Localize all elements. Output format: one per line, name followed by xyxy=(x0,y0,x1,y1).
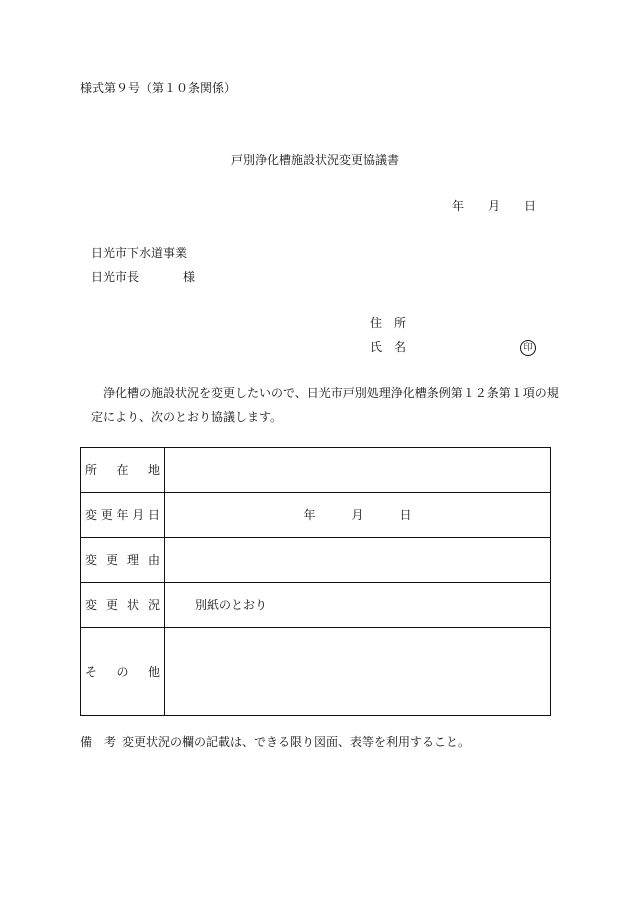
label-char: 変 xyxy=(85,598,98,612)
label-cell xyxy=(81,583,165,627)
submission-date-line: 年 月 日 xyxy=(452,199,537,213)
document-title: 戸別浄化槽施設状況変更協議書 xyxy=(230,153,399,167)
seal-mark: 印 xyxy=(523,342,533,353)
label-char: 状 xyxy=(126,598,139,612)
change-date-value: 年 月 日 xyxy=(303,508,412,522)
table-row-change-reason xyxy=(81,537,550,582)
label-char: 況 xyxy=(147,598,160,612)
change-status-value: 別紙のとおり xyxy=(195,598,268,612)
label-char: 理 xyxy=(126,553,139,567)
label-cell xyxy=(81,628,165,715)
label-char: 更 xyxy=(105,553,118,567)
applicant-name-label: 氏 名 xyxy=(370,340,407,354)
row-label-location xyxy=(85,462,160,478)
label-char: 他 xyxy=(147,664,160,679)
label-char: 月 xyxy=(132,508,145,522)
label-cell xyxy=(81,538,165,582)
label-char: 更 xyxy=(100,508,113,522)
label-char: 年 xyxy=(116,508,129,522)
intro-paragraph-line-1: 浄化槽の施設状況を変更したいので、日光市戸別処理浄化槽条例第１２条第１項の規 xyxy=(103,386,559,400)
table-row-location xyxy=(81,448,550,492)
label-char: 所 xyxy=(85,463,98,477)
label-char: 日 xyxy=(147,508,160,522)
value-cell-change-date xyxy=(165,493,550,537)
applicant-address-label: 住 所 xyxy=(370,316,407,330)
table-row-change-date xyxy=(81,492,550,537)
label-char: 変 xyxy=(85,508,98,522)
value-cell-location xyxy=(165,448,550,492)
label-cell xyxy=(81,448,165,492)
label-char: 変 xyxy=(85,553,98,567)
note-label: 備 考 xyxy=(80,735,117,749)
label-char: 在 xyxy=(116,463,129,477)
form-number: 様式第９号（第１０条関係） xyxy=(80,81,237,95)
intro-paragraph-line-2: 定により、次のとおり協議します。 xyxy=(91,410,283,424)
recipient-office: 日光市下水道事業 xyxy=(91,246,188,260)
note-text: 変更状況の欄の記載は、できる限り図面、表等を利用すること。 xyxy=(122,735,471,749)
consultation-form-table xyxy=(80,447,551,716)
recipient-honorific: 様 xyxy=(183,270,196,284)
label-char: 地 xyxy=(147,463,160,477)
value-cell-change-reason xyxy=(165,538,550,582)
label-char: の xyxy=(116,664,129,679)
value-cell-other xyxy=(165,628,550,715)
label-char: 由 xyxy=(147,553,160,567)
label-cell xyxy=(81,493,165,537)
row-label-change-reason xyxy=(85,552,160,568)
row-label-change-date xyxy=(85,507,160,523)
row-label-other xyxy=(85,664,160,680)
table-row-change-status xyxy=(81,582,550,627)
recipient-name: 日光市長 xyxy=(91,270,140,284)
value-cell-change-status xyxy=(165,583,550,627)
row-label-change-status xyxy=(85,597,160,613)
label-char: 更 xyxy=(105,598,118,612)
label-char: そ xyxy=(85,664,98,679)
seal-icon xyxy=(520,340,536,356)
table-row-other xyxy=(81,627,550,715)
